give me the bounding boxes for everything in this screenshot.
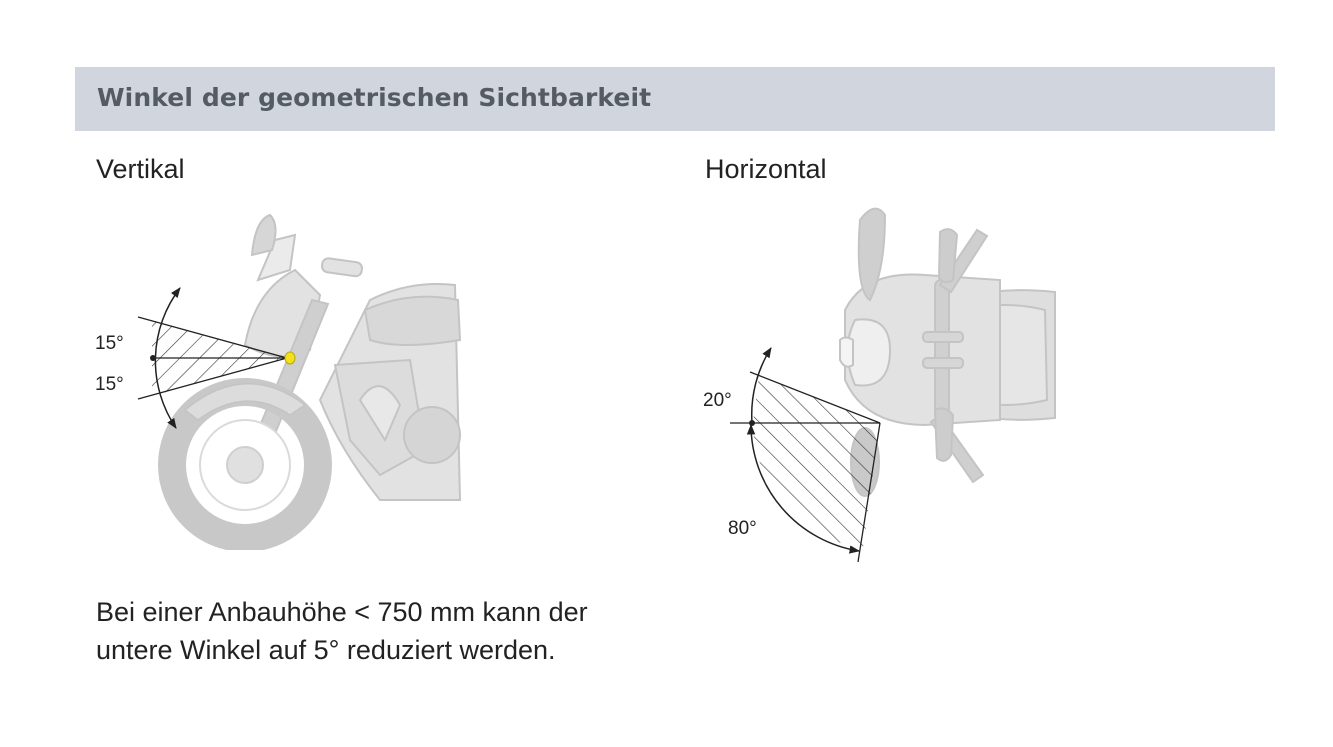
- horizontal-outer-angle: 20°: [703, 390, 732, 411]
- vertical-label: Vertikal: [96, 154, 185, 184]
- vertical-upper-angle: 15°: [95, 333, 124, 354]
- section-header: [75, 67, 1275, 131]
- horizontal-label: Horizontal: [705, 154, 827, 184]
- horizontal-inner-angle: 80°: [728, 518, 757, 539]
- vertical-angle-diagram: [80, 200, 480, 550]
- horizontal-visibility-cone-inner: [753, 423, 880, 548]
- vertical-lower-angle: 15°: [95, 374, 124, 395]
- section-title: Winkel der geometrischen Sichtbarkeit: [97, 83, 652, 112]
- note-line-2: untere Winkel auf 5° reduziert werden.: [96, 635, 556, 665]
- note-line-1: Bei einer Anbauhöhe < 750 mm kann der: [96, 597, 588, 627]
- mounting-height-note: [96, 593, 588, 669]
- horizontal-angle-diagram: [695, 200, 1065, 570]
- indicator-lamp-icon: [285, 352, 295, 364]
